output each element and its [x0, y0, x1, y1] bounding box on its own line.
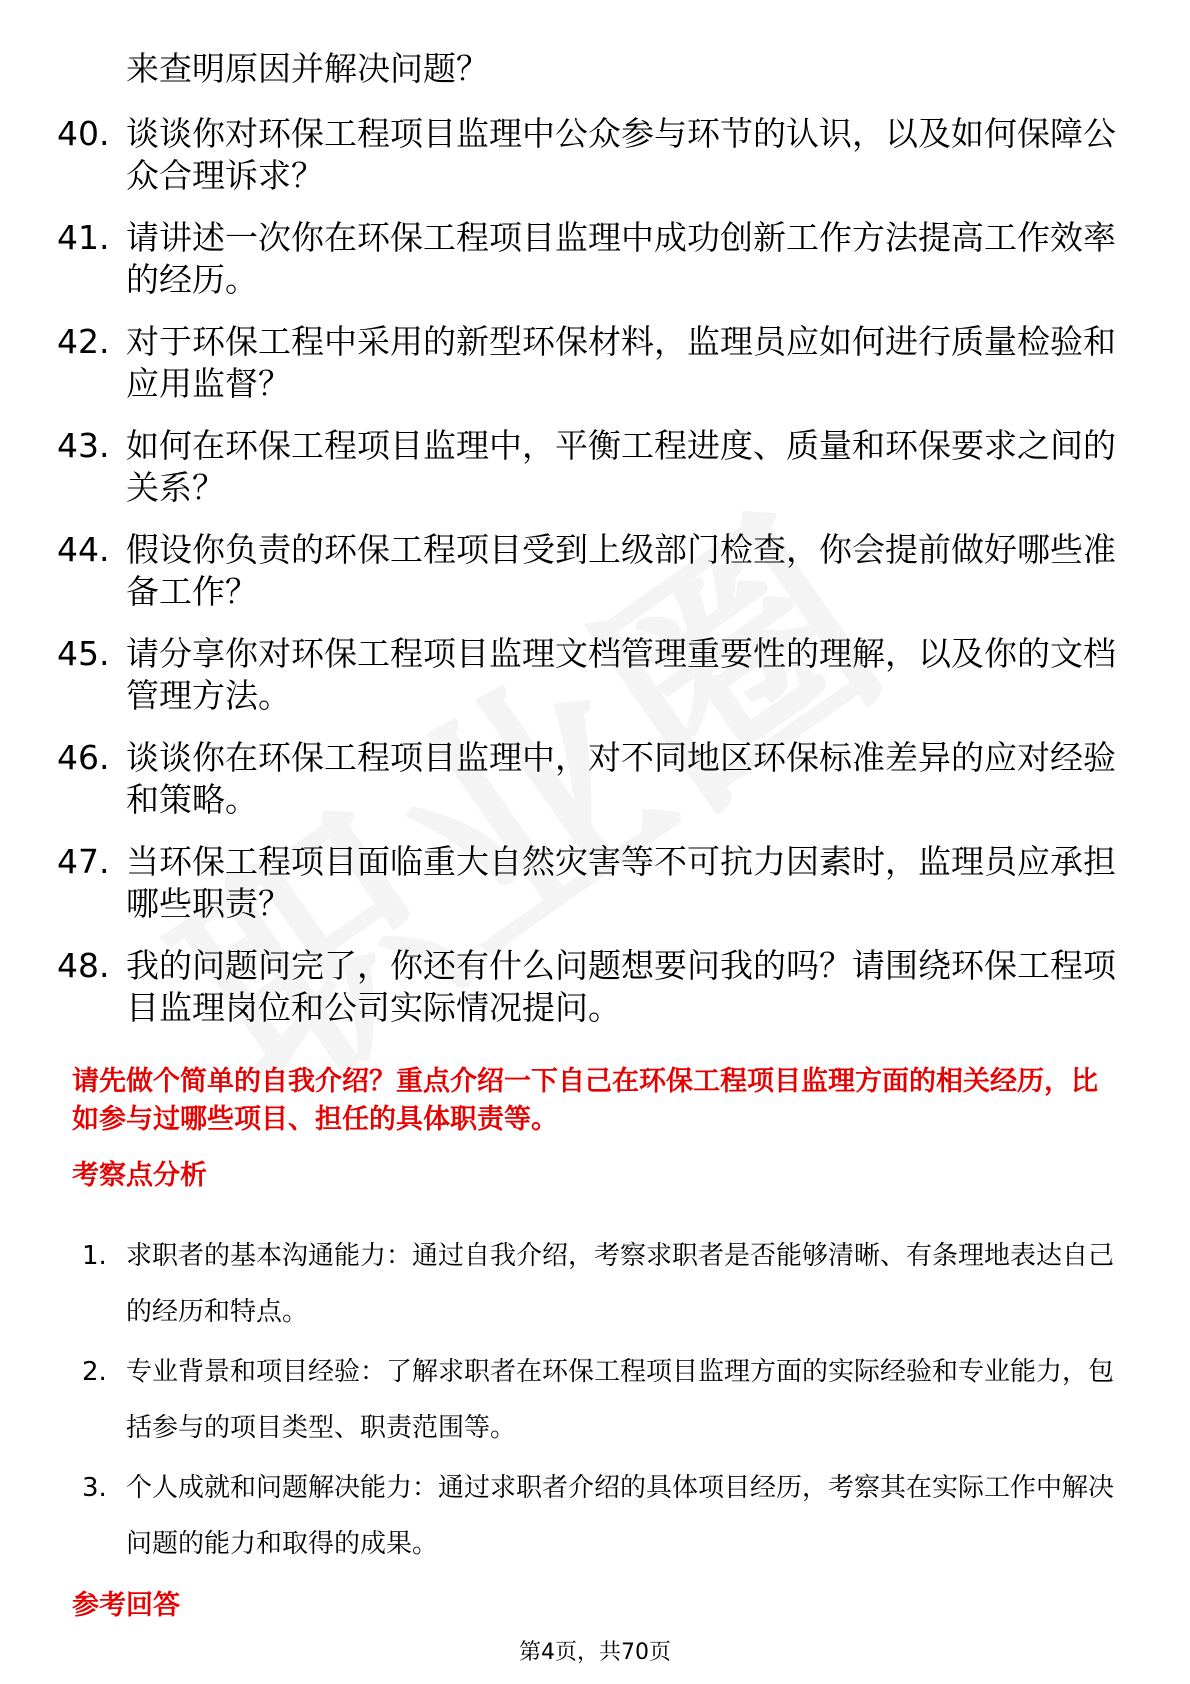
question-number: 44.: [57, 530, 110, 569]
question-item: [57, 113, 1117, 197]
question-text: 谈谈你对环保工程项目监理中公众参与环节的认识，以及如何保障公众合理诉求？: [126, 114, 1116, 195]
question-text: 假设你负责的环保工程项目受到上级部门检查，你会提前做好哪些准备工作？: [126, 530, 1116, 611]
question-list: [57, 113, 1117, 1049]
question-item: [57, 633, 1117, 717]
question-text: 当环保工程项目面临重大自然灾害等不可抗力因素时，监理员应承担哪些职责？: [126, 842, 1116, 923]
question-item: [57, 217, 1117, 301]
question-item: [57, 529, 1117, 613]
question-item: [57, 425, 1117, 509]
question-item: [57, 945, 1117, 1029]
analysis-title: 考察点分析: [72, 1160, 207, 1191]
analysis-point: [82, 1460, 1117, 1572]
analysis-number: 2.: [82, 1357, 107, 1387]
question-number: 41.: [57, 218, 110, 257]
page-footer: 第4页，共70页: [519, 1640, 671, 1665]
question-number: 42.: [57, 322, 110, 361]
analysis-text: 专业背景和项目经验：了解求职者在环保工程项目监理方面的实际经验和专业能力，包括参与的项目类型、职责范围等。: [126, 1357, 1115, 1443]
analysis-text: 求职者的基本沟通能力：通过自我介绍，考察求职者是否能够清晰、有条理地表达自己的经历和特点。: [126, 1241, 1115, 1327]
analysis-list: [82, 1228, 1117, 1576]
question-text: 我的问题问完了，你还有什么问题想要问我的吗？请围绕环保工程项目监理岗位和公司实际情况提问。: [126, 946, 1116, 1027]
question-number: 45.: [57, 634, 110, 673]
analysis-number: 3.: [82, 1473, 107, 1503]
highlighted-question: 请先做个简单的自我介绍？重点介绍一下自己在环保工程项目监理方面的相关经历，比如参与过哪些项目、担任的具体职责等。: [72, 1066, 1098, 1135]
question-item: [57, 841, 1117, 925]
question-number: 46.: [57, 738, 110, 777]
analysis-text: 个人成就和问题解决能力：通过求职者介绍的具体项目经历，考察其在实际工作中解决问题的能力和取得的成果。: [126, 1473, 1115, 1559]
analysis-point: [82, 1344, 1117, 1456]
question-text: 谈谈你在环保工程项目监理中，对不同地区环保标准差异的应对经验和策略。: [126, 738, 1116, 819]
question-text: 对于环保工程中采用的新型环保材料，监理员应如何进行质量检验和应用监督？: [126, 322, 1116, 403]
continuation-text: 来查明原因并解决问题？: [126, 49, 489, 88]
question-text: 请分享你对环保工程项目监理文档管理重要性的理解，以及你的文档管理方法。: [126, 634, 1116, 715]
question-number: 48.: [57, 946, 110, 985]
question-number: 43.: [57, 426, 110, 465]
analysis-point: [82, 1228, 1117, 1340]
question-item: [57, 321, 1117, 405]
analysis-number: 1.: [82, 1241, 107, 1271]
question-number: 47.: [57, 842, 110, 881]
question-item: [57, 737, 1117, 821]
question-text: 请讲述一次你在环保工程项目监理中成功创新工作方法提高工作效率的经历。: [126, 218, 1116, 299]
question-text: 如何在环保工程项目监理中，平衡工程进度、质量和环保要求之间的关系？: [126, 426, 1116, 507]
question-number: 40.: [57, 114, 110, 153]
reference-answer-title: 参考回答: [72, 1590, 180, 1621]
